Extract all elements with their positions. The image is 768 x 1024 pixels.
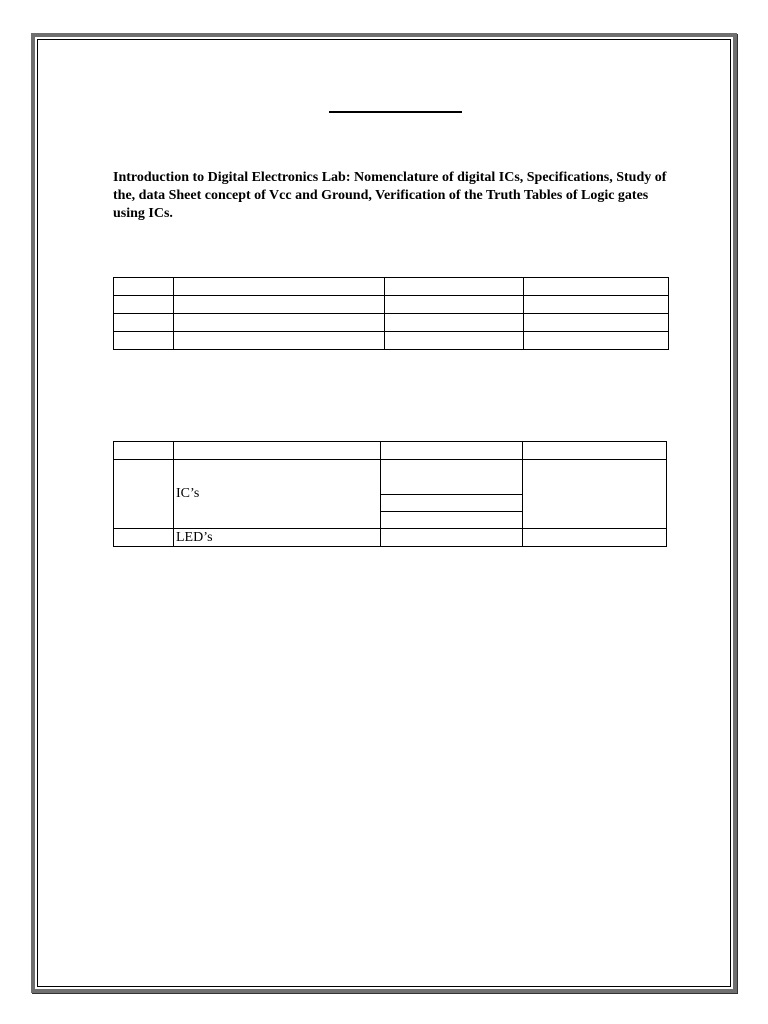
aim-heading: Introduction to Digital Electronics Lab: Nomenclature of digital ICs, Specifications, Study of the, data Sheet concept of Vcc and Ground, Verification of the Truth Tables of Logic gates using ICs. [113, 170, 667, 221]
table-cell [381, 529, 523, 547]
table-cell [114, 278, 174, 296]
table-cell [174, 314, 385, 332]
table-cell [114, 296, 174, 314]
table-cell [114, 314, 174, 332]
table-cell [174, 278, 385, 296]
table-row [114, 296, 669, 314]
table-cell [385, 278, 524, 296]
table-cell [114, 442, 174, 460]
table-row [114, 442, 667, 460]
table-cell [523, 442, 667, 460]
table-row [114, 278, 669, 296]
title-underline [329, 111, 462, 113]
table-cell [524, 314, 669, 332]
table-cell [174, 332, 385, 350]
item-ics: IC’s [174, 460, 381, 529]
table-cell [114, 529, 174, 547]
table-cell [523, 460, 667, 529]
table-cell [381, 460, 523, 495]
table-cell [381, 512, 523, 529]
item-leds: LED’s [174, 529, 381, 547]
table-cell [114, 460, 174, 529]
table-row [114, 314, 669, 332]
table-cell [381, 495, 523, 512]
table-row [114, 332, 669, 350]
table-cell [524, 332, 669, 350]
table-row [114, 529, 667, 547]
table-cell [385, 296, 524, 314]
table-row [114, 460, 667, 495]
table-cell [385, 332, 524, 350]
table-cell [523, 529, 667, 547]
blank-table [113, 277, 669, 350]
table-cell [174, 296, 385, 314]
table-cell [114, 332, 174, 350]
table-cell [174, 442, 381, 460]
table-cell [381, 442, 523, 460]
table-cell [524, 296, 669, 314]
table-cell [524, 278, 669, 296]
table-cell [385, 314, 524, 332]
components-table [113, 441, 667, 547]
